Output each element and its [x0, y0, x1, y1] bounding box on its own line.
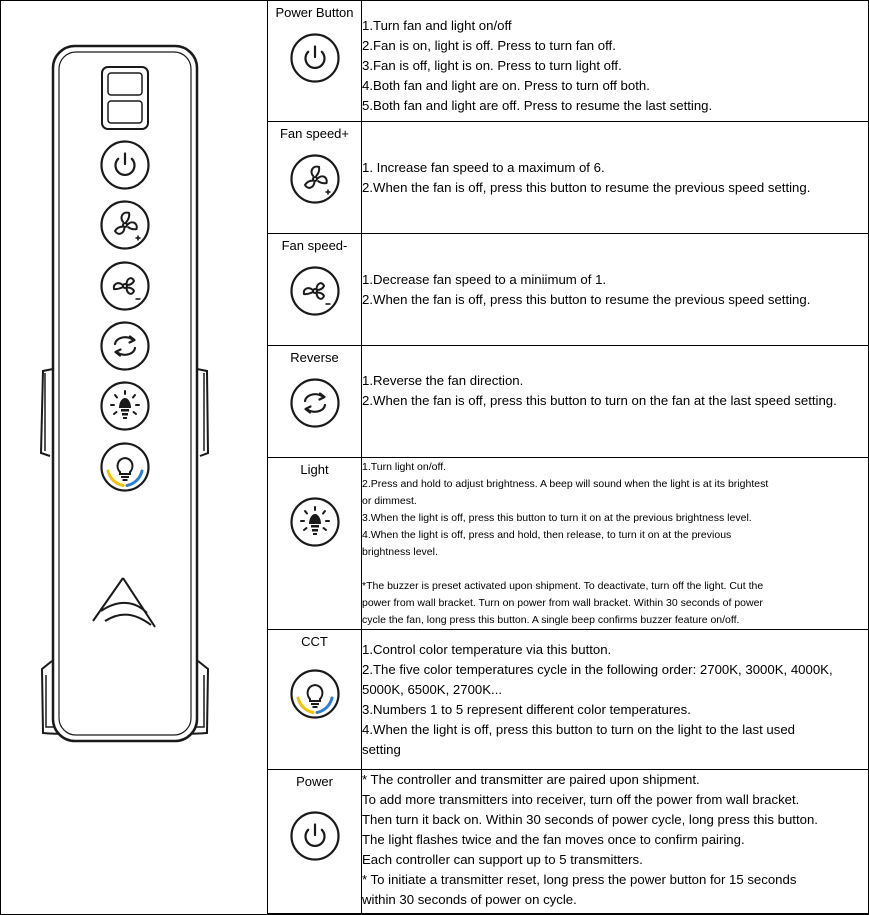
button-name-cell [268, 458, 362, 630]
button-name-label: Reverse [290, 350, 339, 365]
description-line: To add more transmitters into receiver, turn off the power from wall bracket. [362, 792, 800, 807]
button-name-label: Power Button [275, 5, 354, 20]
table-row [268, 770, 869, 914]
button-name-label: Fan speed+ [279, 126, 350, 141]
button-name-cell [268, 630, 362, 770]
description-line: 3.When the light is off, press this button to turn it on at the previous brightness level. [362, 512, 752, 524]
description-line: 4.When the light is off, press and hold, then release, to turn it on at the previous [362, 529, 732, 541]
description-line: setting [362, 742, 401, 757]
table-row [268, 346, 869, 458]
description-line: The light flashes twice and the fan moves once to confirm pairing. [362, 832, 745, 847]
description-line: 2.The five color temperatures cycle in the following order: 2700K, 3000K, 4000K, [362, 662, 833, 677]
table-row [268, 458, 869, 630]
remote-illustration-panel [1, 1, 267, 912]
reverse-icon [289, 377, 341, 429]
button-description-cell [362, 458, 869, 630]
buzzer-note-line: power from wall bracket. Turn on power from wall bracket. Within 30 seconds of power [362, 597, 763, 609]
button-name-cell [268, 346, 362, 458]
buzzer-note-line: *The buzzer is preset activated upon shipment. To deactivate, turn off the light. Cut the [362, 580, 764, 592]
button-name-label: Light [300, 462, 329, 477]
description-line: 2.Press and hold to adjust brightness. A beep will sound when the light is at its brightest [362, 478, 769, 490]
fan-speed-plus-icon [289, 153, 341, 205]
button-description-cell [362, 770, 869, 914]
remote-control-illustration [1, 1, 267, 912]
description-line: 3.Numbers 1 to 5 represent different color temperatures. [362, 702, 691, 717]
description-line: 1.Turn fan and light on/off [362, 18, 512, 33]
description-line: 3.Fan is off, light is on. Press to turn light off. [362, 58, 622, 73]
button-description-cell [362, 630, 869, 770]
light-icon [289, 496, 341, 548]
button-name-label: CCT [301, 634, 328, 649]
button-name-cell [268, 770, 362, 914]
table-row [268, 122, 869, 234]
description-line: 1.Control color temperature via this button. [362, 642, 612, 657]
description-line: * To initiate a transmitter reset, long press the power button for 15 seconds [362, 872, 797, 887]
description-line: 2.When the fan is off, press this button to resume the previous speed setting. [362, 180, 811, 195]
description-line: 1. Increase fan speed to a maximum of 6. [362, 160, 605, 175]
description-line: * The controller and transmitter are paired upon shipment. [362, 772, 700, 787]
button-description-cell [362, 234, 869, 346]
description-line: 1.Decrease fan speed to a miniimum of 1. [362, 272, 607, 287]
description-line: 1.Turn light on/off. [362, 461, 447, 473]
button-description-cell [362, 346, 869, 458]
table-row [268, 234, 869, 346]
description-line: brightness level. [362, 546, 438, 558]
table-row [268, 1, 869, 122]
description-line: 5000K, 6500K, 2700K... [362, 682, 503, 697]
button-name-label: Fan speed- [281, 238, 348, 253]
description-line: 2.When the fan is off, press this button to turn on the fan at the last speed setting. [362, 393, 837, 408]
button-name-label: Power [296, 774, 333, 789]
description-line: within 30 seconds of power on cycle. [362, 892, 577, 907]
description-line: Then turn it back on. Within 30 seconds of power cycle, long press this button. [362, 812, 818, 827]
buzzer-note-line: cycle the fan, long press this button. A single beep confirms buzzer feature on/off. [362, 614, 740, 626]
description-line: Each controller can support up to 5 transmitters. [362, 852, 643, 867]
description-line: 2.When the fan is off, press this button to resume the previous speed setting. [362, 292, 811, 307]
button-function-table [267, 0, 869, 914]
description-line: 4.When the light is off, press this button to turn on the light to the last used [362, 722, 796, 737]
table-row [268, 630, 869, 770]
description-line: 2.Fan is on, light is off. Press to turn fan off. [362, 38, 616, 53]
button-description-cell [362, 122, 869, 234]
button-name-cell [268, 122, 362, 234]
fan-speed-minus-icon [289, 265, 341, 317]
description-line: 5.Both fan and light are off. Press to resume the last setting. [362, 98, 713, 113]
description-line: 1.Reverse the fan direction. [362, 373, 524, 388]
description-line: 4.Both fan and light are on. Press to turn off both. [362, 78, 650, 93]
power-icon [289, 32, 341, 84]
power-icon [289, 810, 341, 862]
button-name-cell [268, 234, 362, 346]
button-description-cell [362, 1, 869, 122]
description-line: or dimmest. [362, 495, 417, 507]
cct-bulb-icon [289, 668, 341, 720]
button-name-cell [268, 1, 362, 122]
